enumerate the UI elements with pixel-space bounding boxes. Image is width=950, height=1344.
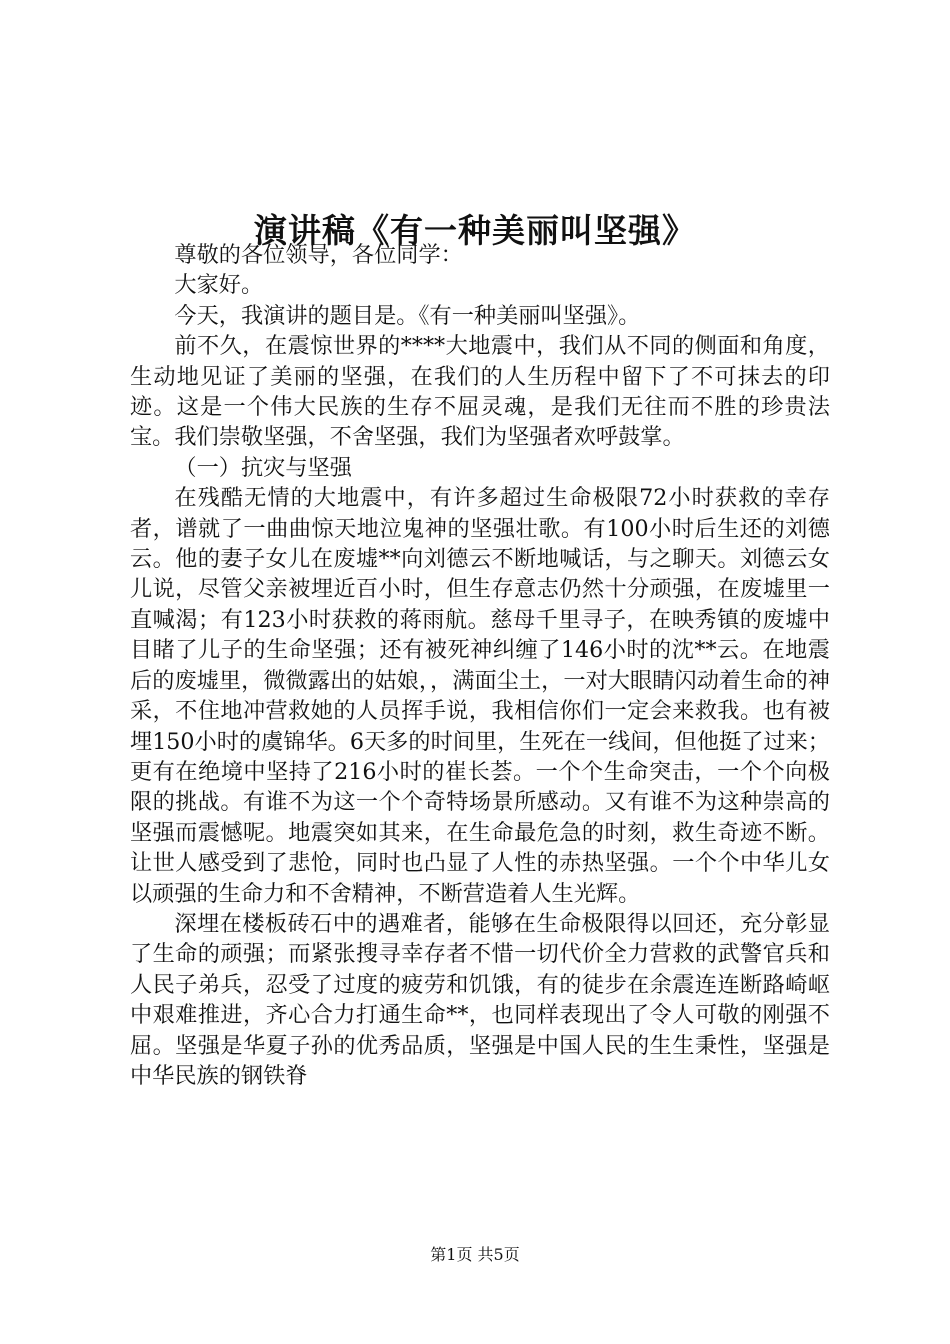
speech-topic: 今天，我演讲的题目是。《有一种美丽叫坚强》。 xyxy=(174,302,641,329)
document-body xyxy=(130,240,830,1091)
salutation: 尊敬的各位领导，各位同学： xyxy=(174,242,463,268)
greeting: 大家好。 xyxy=(174,272,264,299)
document-title: 演讲稿《有一种美丽叫坚强》 xyxy=(254,211,696,251)
intro-paragraph: 前不久，在震惊世界的****大地震中，我们从不同的侧面和角度，生动地见证了美丽的坚强，在我们的人生历程中留下了不可抹去的印迹。这是一个伟大民族的生存不屈灵魂，是我们无往而不胜的珍贵法宝。我们崇敬坚强，不舍坚强，我们为坚强者欢呼鼓掌。 xyxy=(130,333,830,451)
body-paragraph: 在残酷无情的大地震中，有许多超过生命极限72小时获救的幸存者，谱就了一曲曲惊天地泣鬼神的坚强壮歌。有100小时后生还的刘德云。他的妻子女儿在废墟**向刘德云不断地喊话，与之聊天。刘德云女儿说，尽管父亲被埋近百小时，但生存意志仍然十分顽强，在废墟里一直喊渴；有123小时获救的蒋雨航。慈母千里寻子，在映秀镇的废墟中目睹了儿子的生命坚强；还有被死神纠缠了146小时的沈**云。在地震后的废墟里，微微露出的姑娘，，满面尘土，一对大眼睛闪动着生命的神采，不住地冲营救她的人员挥手说，我相信你们一定会来救我。也有被埋150小时的虞锦华。6天多的时间里，生死在一线间，但他挺了过来；更有在绝境中坚持了216小时的崔长荟。一个个生命突击，一个个向极限的挑战。有谁不为这一个个奇特场景所感动。又有谁不为这种崇高的坚强而震憾呢。地震突如其来，在生命最危急的时刻，救生奇迹不断。让世人感受到了悲怆，同时也凸显了人性的赤热坚强。一个个中华儿女以顽强的生命力和不舍精神，不断营造着人生光辉。 xyxy=(130,485,830,907)
section-heading: （一）抗灾与坚强 xyxy=(174,454,352,481)
body-paragraph: 深埋在楼板砖石中的遇难者，能够在生命极限得以回还，充分彰显了生命的顽强；而紧张搜寻幸存者不惜一切代价全力营救的武警官兵和人民子弟兵，忍受了过度的疲劳和饥饿，有的徒步在余震连连断路崎岖中艰难推进，齐心合力打通生命**，也同样表现出了令人可敬的刚强不屈。坚强是华夏子孙的优秀品质，坚强是中国人民的生生秉性，坚强是中华民族的钢铁脊 xyxy=(130,910,830,1089)
page-footer: 第1页 共5页 xyxy=(430,1245,520,1264)
